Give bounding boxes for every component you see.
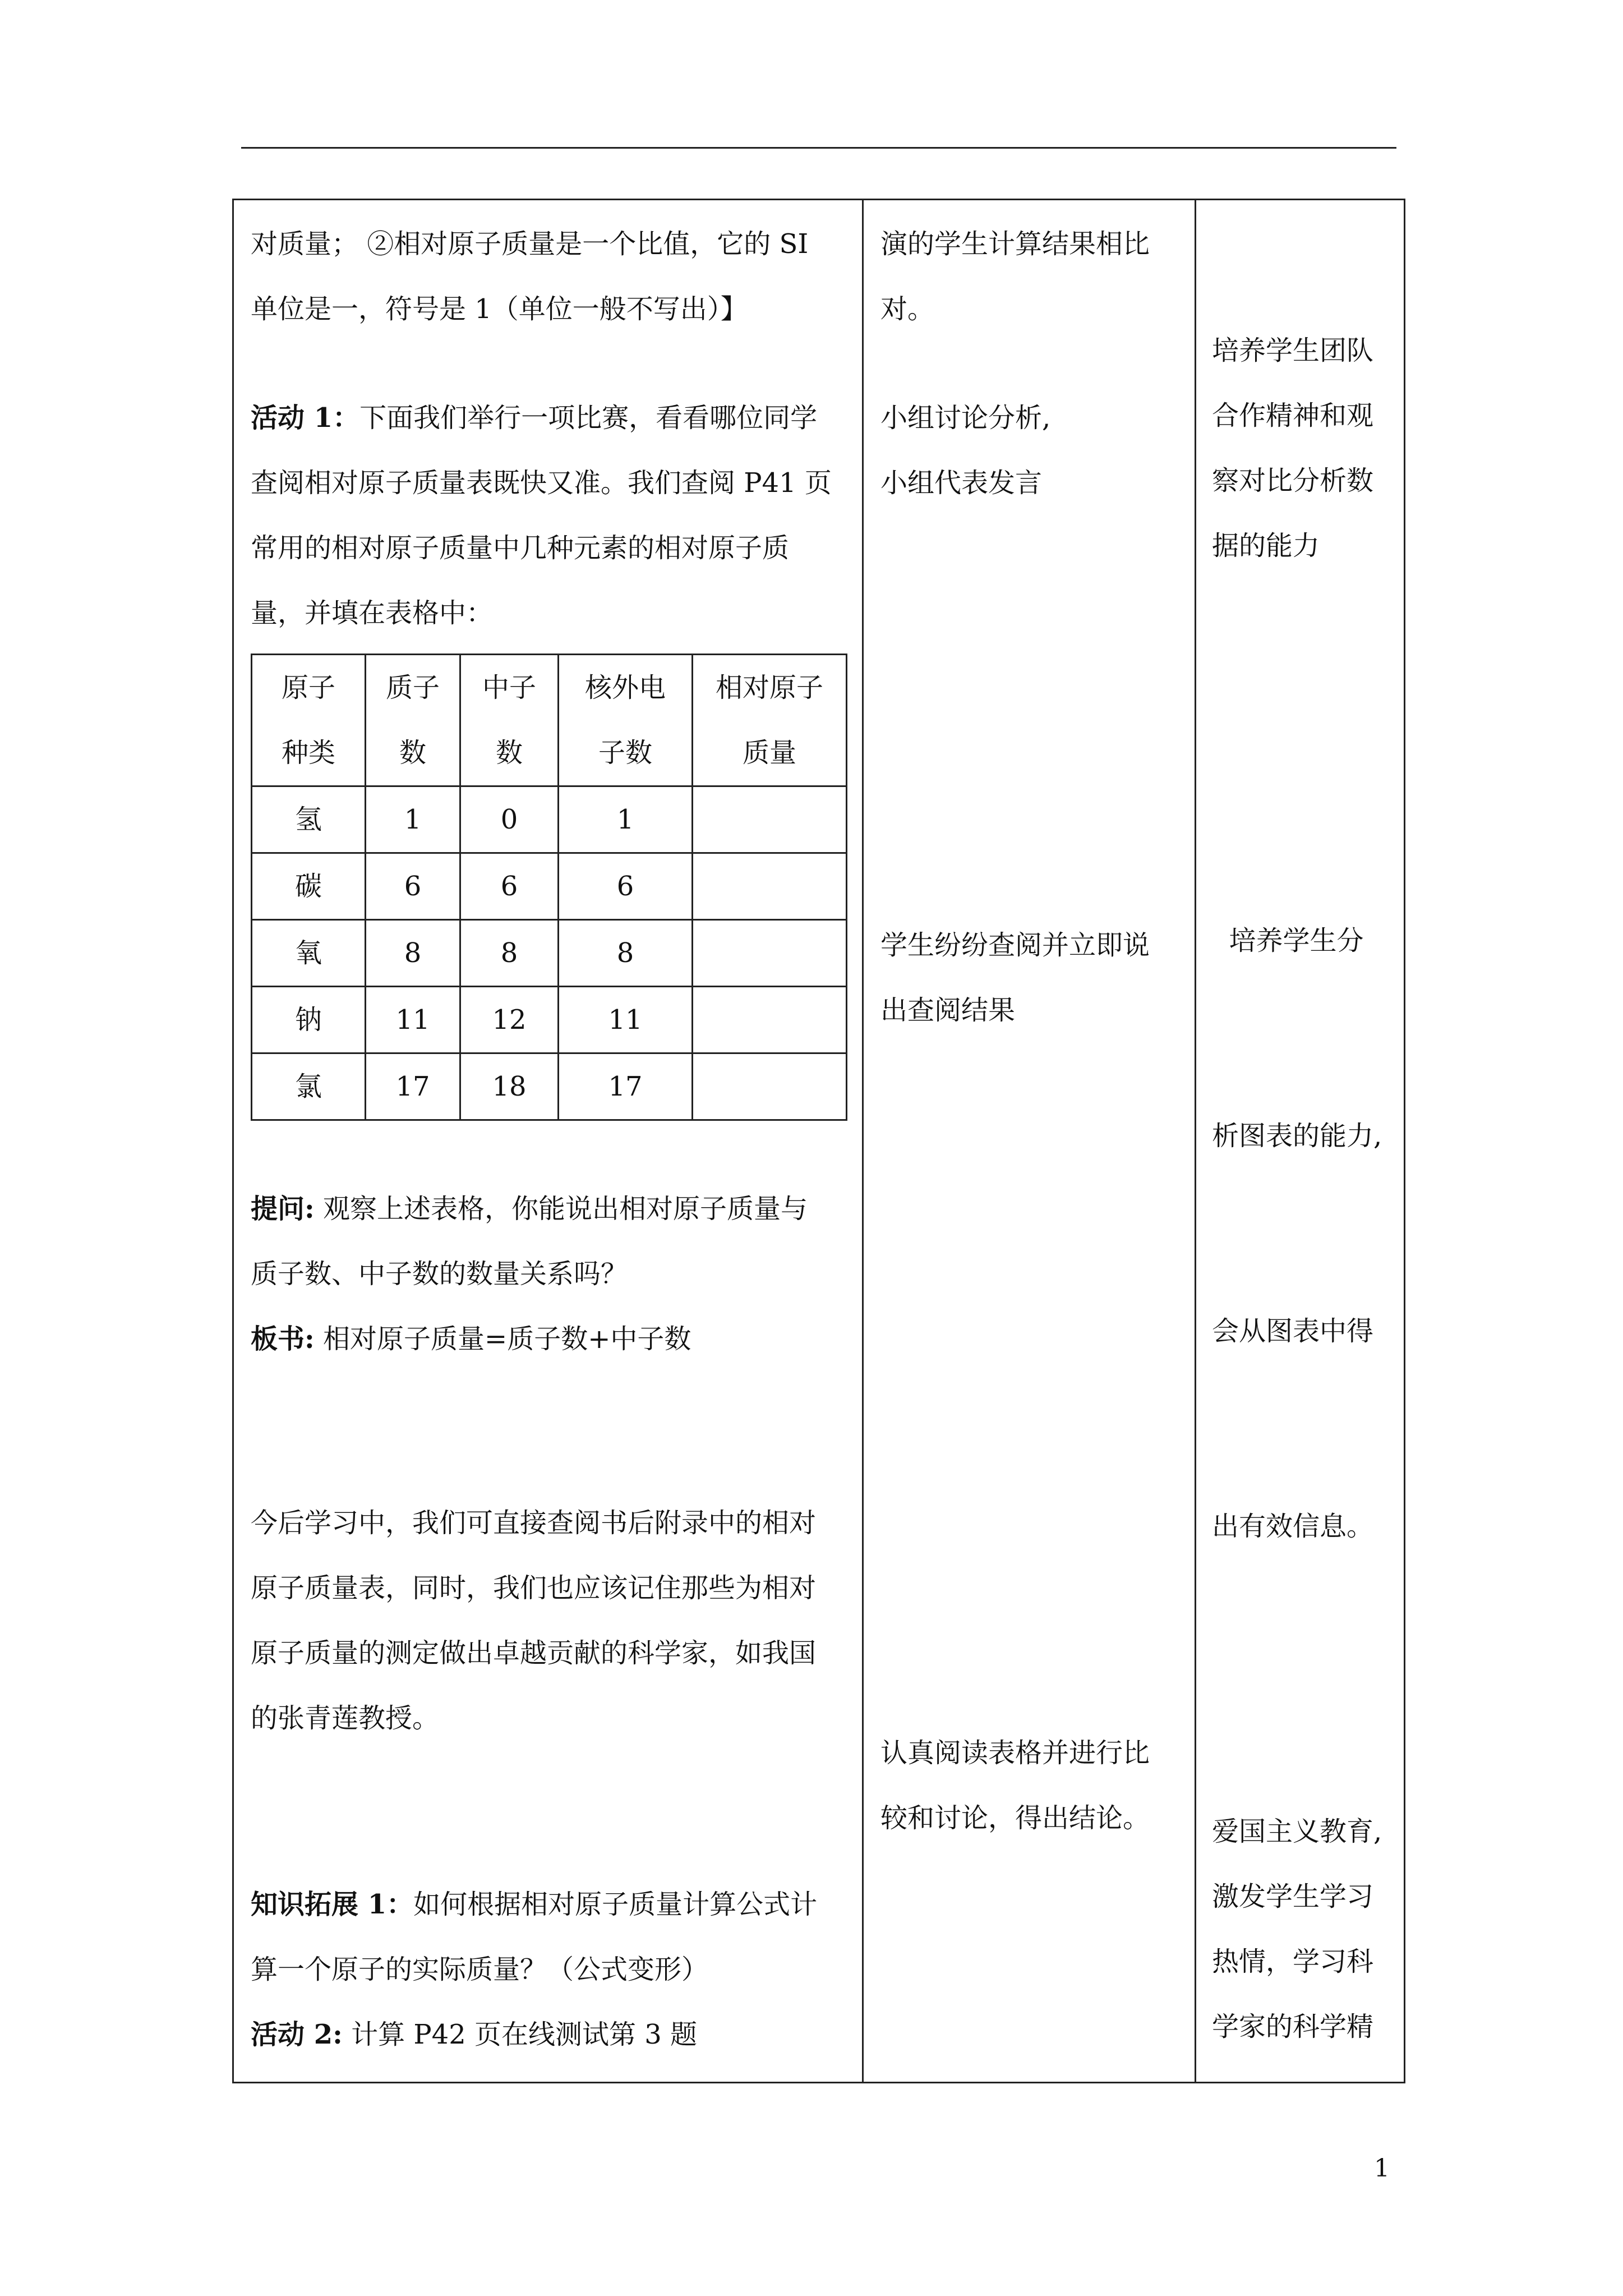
teacher-activity-column — [233, 200, 863, 2083]
header-cell: 原子 种类 — [252, 655, 366, 786]
student-text-d: 认真阅读表格并进行比 较和讨论，得出结论。 — [880, 1737, 1150, 1834]
header-rule — [241, 147, 1396, 149]
extension-label: 知识拓展 1： — [251, 1889, 414, 1920]
table-row: 氢 1 0 1 — [252, 786, 847, 853]
question-block: 提问: 观察上述表格，你能说出相对原子质量与 质子数、中子数的数量关系吗？ 板书: 相对原子质量=质子数+中子数 — [251, 1193, 808, 1355]
board-label: 板书: — [251, 1323, 315, 1355]
table-row: 氯 17 18 17 — [252, 1053, 847, 1120]
later-study-text: 今后学习中，我们可直接查阅书后附录中的相对 原子质量表，同时，我们也应该记住那些为相对 原子质量的测定做出卓越贡献的科学家，如我国 的张青莲教授。 — [251, 1507, 817, 1734]
table-row: 钠 11 12 11 — [252, 987, 847, 1053]
intent-text-c: 爱国主义教育, 激发学生学习 热情，学习科 学家的科学精 — [1212, 1816, 1382, 2042]
activity-2-label: 活动 2: — [251, 2019, 343, 2050]
atomic-mass-table — [251, 654, 847, 1121]
header-cell: 质子 数 — [366, 655, 460, 786]
header-cell: 中子 数 — [460, 655, 559, 786]
extension-block: 知识拓展 1：如何根据相对原子质量计算公式计 算一个原子的实际质量？（公式变形） 活动 2: 计算 P42 页在线测试第 3 题 — [251, 1889, 818, 2050]
activity-1: 活动 1：下面我们举行一项比赛，看看哪位同学 查阅相对原子质量表既快又准。我们查阅 P41 页 常用的相对原子质量中几种元素的相对原子质 量，并填在表格中： — [251, 402, 832, 629]
student-text-b: 小组讨论分析, 小组代表发言 — [880, 402, 1051, 499]
intent-text-b: 培养学生分 析图表的能力, 会从图表中得 出有效信息。 — [1212, 925, 1382, 1542]
page-number: 1 — [1374, 2154, 1390, 2183]
table-header-row — [252, 655, 847, 786]
table-row: 碳 6 6 6 — [252, 853, 847, 920]
intent-text-a: 培养学生团队 合作精神和观 察对比分析数 据的能力 — [1212, 335, 1374, 562]
lesson-plan-table — [232, 199, 1405, 2083]
intro-text: 对质量； ②相对原子质量是一个比值，它的 SI 单位是一，符号是 1（单位一般不写出）】 — [251, 228, 809, 325]
table-row: 氧 8 8 8 — [252, 920, 847, 987]
student-activity-column — [863, 200, 1196, 2083]
student-text-a: 演的学生计算结果相比 对。 — [880, 228, 1150, 325]
student-text-c: 学生纷纷查阅并立即说 出查阅结果 — [880, 930, 1150, 1026]
activity-1-label: 活动 1： — [251, 402, 360, 434]
design-intent-column — [1196, 200, 1405, 2083]
question-label: 提问: — [251, 1193, 315, 1225]
header-cell: 核外电 子数 — [559, 655, 693, 786]
header-cell: 相对原子 质量 — [693, 655, 847, 786]
